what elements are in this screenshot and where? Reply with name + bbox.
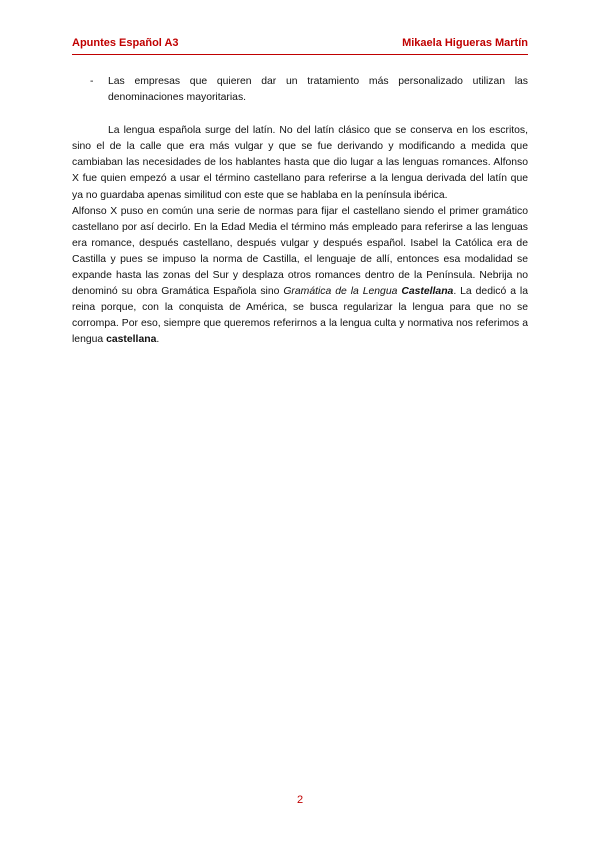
bullet-item	[72, 74, 528, 106]
page-number: 2	[296, 794, 304, 806]
paragraph-alfonso-continued: . La dedicó a la reina porque, con la conquista de América, se busca regularizar la lengua para que no se corrompa. Por eso, siempre que queremos referirnos a la lengua culta y normativa nos referimos a lengua	[72, 286, 529, 346]
page-header	[72, 36, 528, 55]
document-body	[72, 74, 528, 349]
paragraph-alfonso-end: .	[156, 334, 160, 346]
author-name: Mikaela Higueras Martín	[402, 37, 528, 49]
paragraph-origin: La lengua española surge del latín. No del latín clásico que se conserva en los escritos, sino el de la calle que era más vulgar y que se fue derivando y modificando a medida que cambiaban las necesidades de los hablantes hasta que dio lugar a las lenguas romances. Alfonso X fue quien empezó a usar el término castellano para referirse a la lengua derivada del latín que ya no guardaba apenas similitud con este que se hablaba en la península ibérica.	[72, 125, 528, 201]
bullet-dash: -	[90, 76, 94, 87]
bullet-text: Las empresas que quieren dar un tratamiento más personalizado utilizan las denominaciones mayoritarias.	[108, 76, 528, 104]
emphasis-castellana: castellana	[106, 334, 157, 346]
work-title-bold-italic: Castellana	[401, 286, 454, 298]
document-title: Apuntes Español A3	[72, 37, 179, 49]
paragraph-alfonso-text: Alfonso X puso en común una serie de normas para fijar el castellano siendo el primer gramático castellano por así decirlo. En la Edad Media el término más empleado para referirse a las lenguas era romance, después castellano, después vulgar y después español. Isabel la Católica era de Castilla y pues se impuso la norma de Castilla, el lenguaje de allí, entonces esa modalidad se expande hasta las zonas del Sur y desplaza otros romances dentro de la Península. Nebrija no denominó su obra Gramática Española sino	[72, 205, 528, 298]
paragraph-alfonso	[72, 204, 528, 349]
work-title-italic: Gramática de la Lengua	[283, 286, 402, 298]
